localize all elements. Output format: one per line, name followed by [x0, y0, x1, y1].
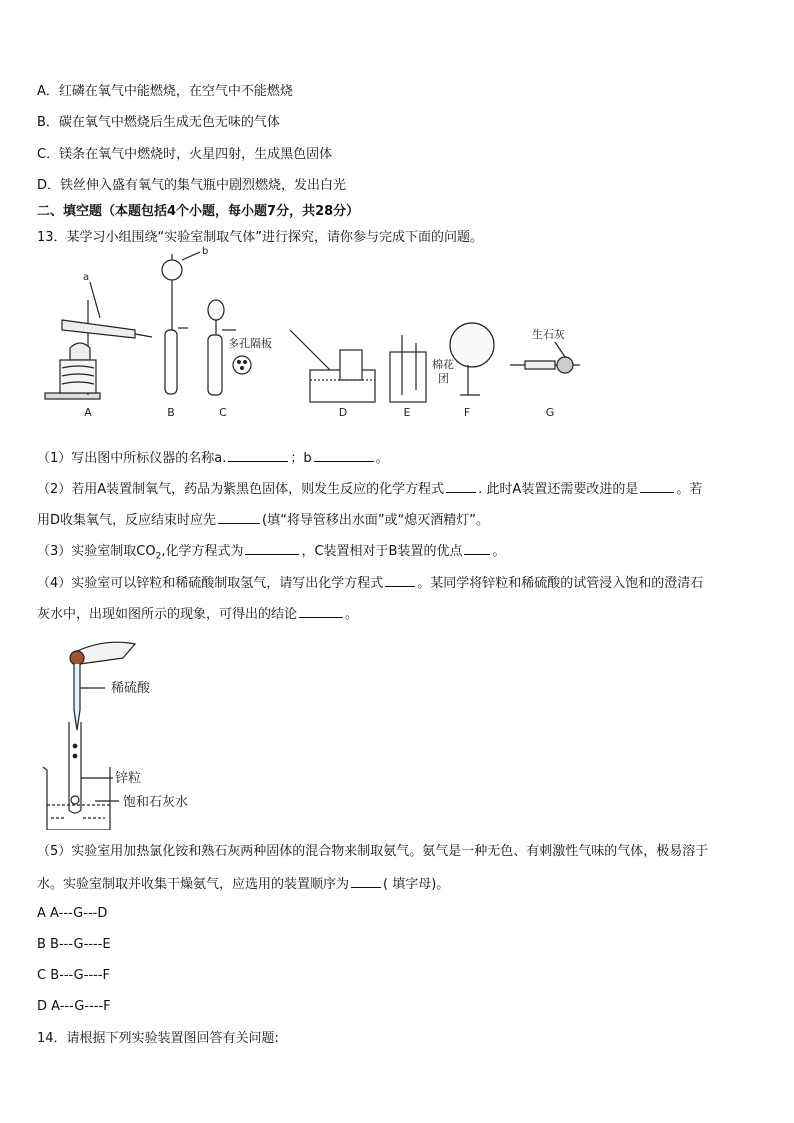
q13-part3: （3）实验室制取$CO_2$,化学方程式为 ，C装置相对于B装置的优点 。	[37, 541, 505, 566]
fig-letter-e: E	[403, 406, 411, 419]
fig-letter-b: B	[167, 406, 175, 419]
label-lime: 生石灰	[532, 328, 565, 341]
q14-stem: 14．请根据下列实验装置图回答有关问题:	[37, 1031, 279, 1046]
q13-part5-line2: 水。实验室制取并收集干燥氨气，应选用的装置顺序为 ( 填字母)。	[37, 874, 449, 894]
option-b: B．碳在氧气中燃烧后生成无色无味的气体	[37, 115, 280, 130]
label-cotton-1: 棉花	[432, 358, 454, 371]
q13-part4-line1: （4）实验室可以锌粒和稀硫酸制取氢气，请写出化学方程式 。某同学将锌粒和稀硫酸的试管浸入饱和的澄清石	[37, 573, 703, 593]
fig-letter-d: D	[338, 406, 348, 419]
apparatus-a	[45, 282, 152, 399]
q13-part2-line2: 用D收集氧气，反应结束时应先 (填“将导管移出水面”或“熄灭酒精灯”。	[37, 510, 489, 530]
apparatus-g	[510, 342, 580, 373]
section-title: 二、填空题（本题包括4个小题，每小题7分，共28分）	[37, 204, 360, 219]
apparatus-f	[450, 323, 494, 395]
beaker-test-tube	[43, 722, 119, 830]
label-acid: 稀硫酸	[111, 681, 151, 696]
fig-letter-a: A	[84, 406, 92, 419]
label-cotton-2: 团	[438, 372, 449, 385]
choice-b: B B---G----E	[37, 937, 111, 952]
fig-letter-c: C	[219, 406, 227, 419]
q13-stem: 13．某学习小组围绕“实验室制取气体”进行探究，请你参与完成下面的问题。	[37, 230, 484, 245]
q13-part4-line2: 灰水中，出现如图所示的现象，可得出的结论 。	[37, 604, 358, 624]
label-porous: 多孔隔板	[228, 337, 272, 350]
apparatus-figure	[40, 240, 600, 425]
q13-part2-line1: （2）若用A装置制氧气，药品为紫黑色固体，则发生反应的化学方程式 . 此时A装置还需要改进的是 。若	[37, 479, 702, 499]
label-a: a	[83, 272, 90, 283]
choice-c: C B---G----F	[37, 968, 110, 983]
choice-d: D A---G----F	[37, 999, 111, 1014]
option-a: A．红磷在氧气中能燃烧，在空气中不能燃烧	[37, 84, 293, 99]
zinc-acid-figure	[35, 630, 235, 830]
label-limewater: 饱和石灰水	[123, 795, 189, 810]
fig-letter-g: G	[545, 406, 555, 419]
option-c: C．镁条在氧气中燃烧时，火星四射，生成黑色固体	[37, 147, 333, 162]
choice-a: A A---G---D	[37, 906, 108, 921]
apparatus-d	[290, 330, 375, 402]
apparatus-e	[390, 335, 426, 402]
apparatus-b	[162, 252, 200, 394]
q13-part1: （1）写出图中所标仪器的名称a. ；b 。	[37, 448, 389, 468]
option-d: D．铁丝伸入盛有氧气的集气瓶中剧烈燃烧，发出白光	[37, 178, 347, 193]
label-zinc: 锌粒	[115, 771, 142, 786]
fig-letter-f: F	[463, 406, 471, 419]
label-b: b	[202, 246, 209, 257]
q13-part5-line1: （5）实验室用加热氯化铵和熟石灰两种固体的混合物来制取氨气。氨气是一种无色、有刺激性气味的气体，极易溶于	[37, 844, 709, 859]
